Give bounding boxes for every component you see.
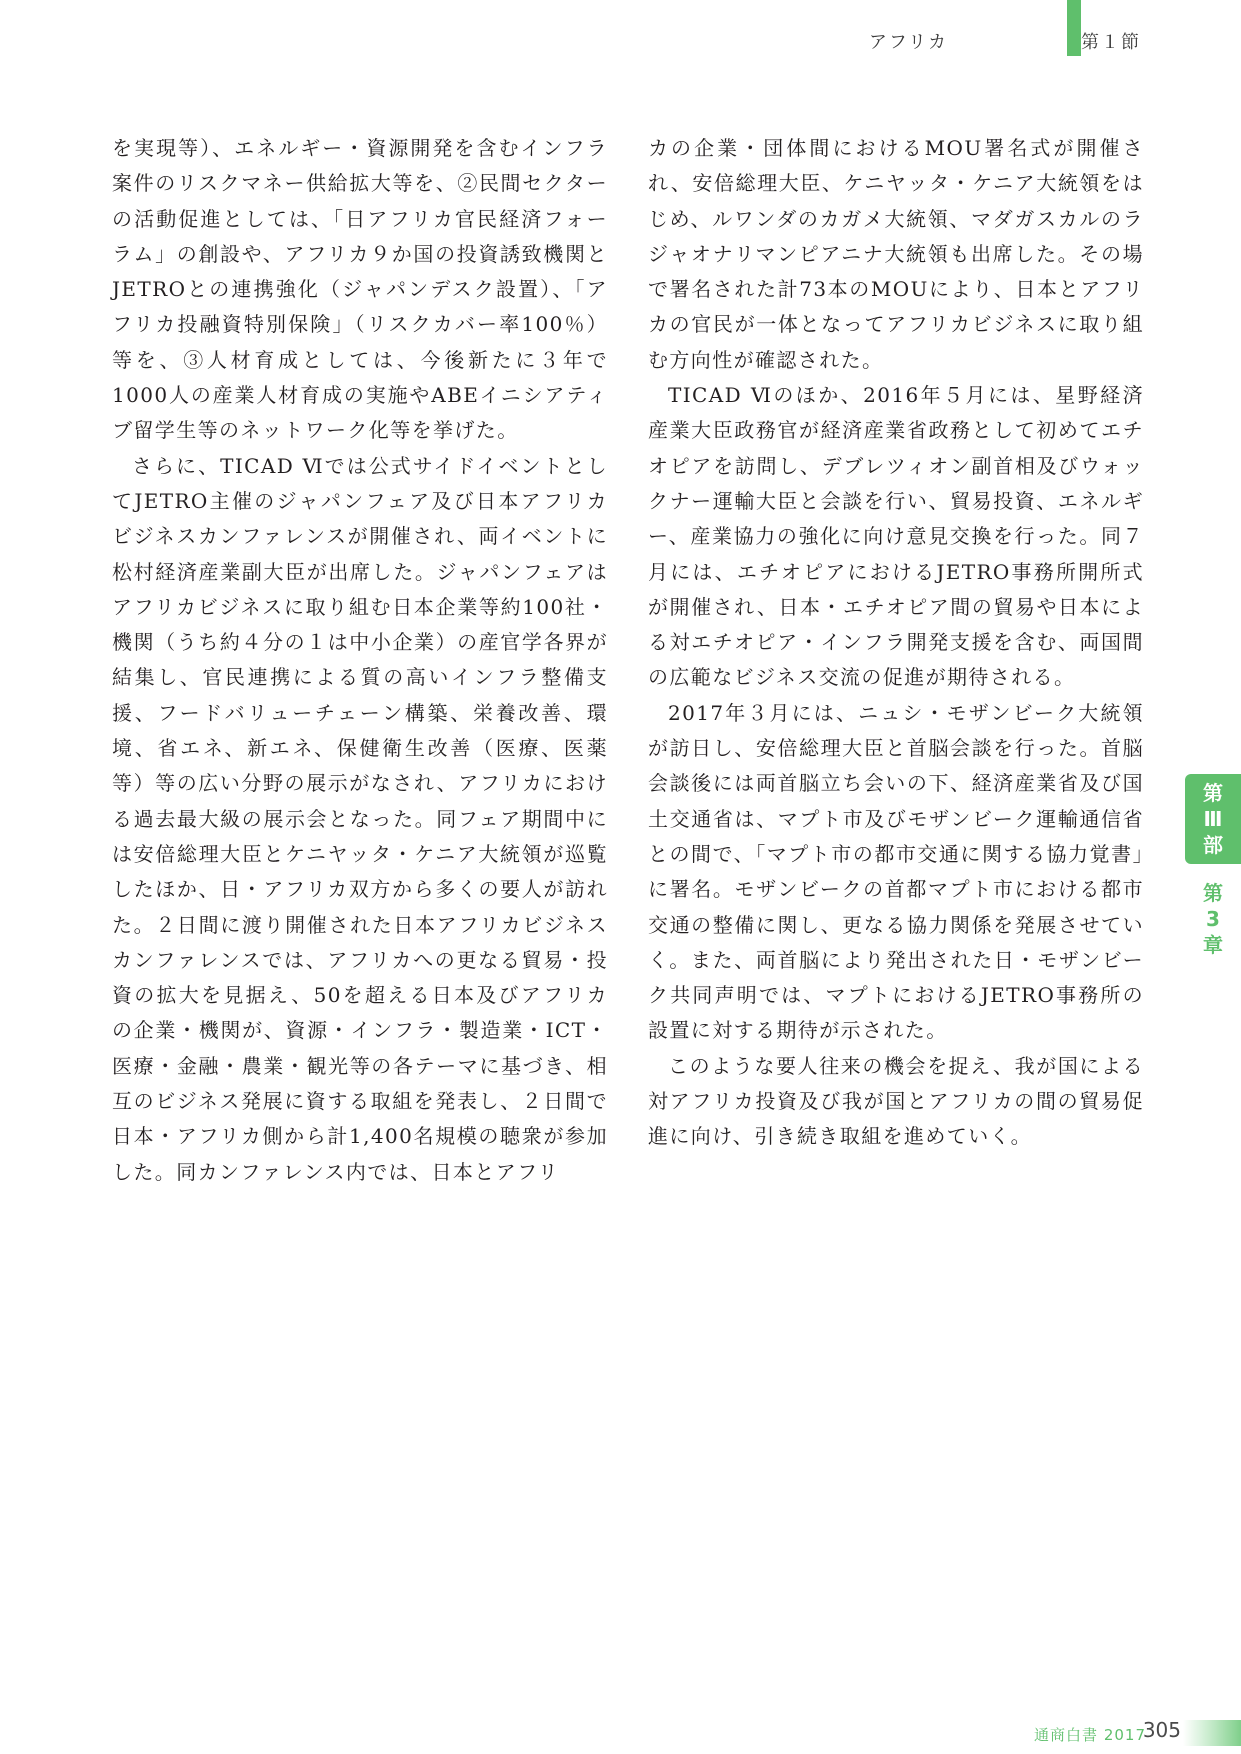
chapter-label-char: 章 bbox=[1203, 933, 1223, 957]
paragraph: カの企業・団体間におけるMOU署名式が開催され、安倍総理大臣、ケニヤッタ・ケニア大統領をはじめ、ルワンダのカガメ大統領、マダガスカルのラジャオナリマンピアニナ大統領も出席した。その場で署名された計73本のMOUにより、日本とアフリカの官民が一体となってアフリカビジネスに取り組む方向性が確認された。 bbox=[648, 136, 1144, 372]
part-tab-char: 第 bbox=[1203, 781, 1223, 805]
paragraph: 2017年３月には、ニュシ・モザンビーク大統領が訪日し、安倍総理大臣と首脳会談を行った。首脳会談後には両首脳立ち会いの下、経済産業省及び国土交通省は、マプト市及びモザンビーク運輸通信省との間で、「マプト市の都市交通に関する協力覚書」に署名。モザンビークの首都マプト市における都市交通の整備に関し、更なる協力関係を発展させていく。また、両首脳により発出された日・モザンビーク共同声明では、マプトにおけるJETRO事務所の設置に対する期待が示された。 bbox=[648, 700, 1144, 1043]
part-tab-char: Ⅲ bbox=[1203, 807, 1223, 831]
chapter-label-char: 3 bbox=[1206, 907, 1220, 931]
paragraph: を実現等）、エネルギー・資源開発を含むインフラ案件のリスクマネー供給拡大等を、②民間セクターの活動促進としては、「日アフリカ官民経済フォーラム」の創設や、アフリカ９か国の投資誘致機関とJETROとの連携強化（ジャパンデスク設置）、「アフリカ投融資特別保険」（リスクカバー率100％）等を、③人材育成としては、今後新たに３年で1000人の産業人材育成の実施やABEイニシアティブ留学生等のネットワーク化等を挙げた。 bbox=[112, 136, 608, 443]
chapter-label bbox=[1185, 880, 1241, 958]
publication-title: 通商白書 2017 bbox=[1034, 1726, 1146, 1744]
part-tab-char: 部 bbox=[1203, 833, 1223, 857]
paragraph: さらに、TICAD Ⅵでは公式サイドイベントとしてJETRO主催のジャパンフェア及び日本アフリカビジネスカンファレンスが開催され、両イベントに松村経済産業副大臣が出席した。ジャパンフェアはアフリカビジネスに取り組む日本企業等約100社・機関（うち約４分の１は中小企業）の産官学各界が結集し、官民連携による質の高いインフラ整備支援、フードバリューチェーン構築、栄養改善、環境、省エネ、新エネ、保健衛生改善（医療、医薬等）等の広い分野の展示がなされ、アフリカにおける過去最大級の展示会となった。同フェア期間中には安倍総理大臣とケニヤッタ・ケニア大統領が巡覧したほか、日・アフリカ双方から多くの要人が訪れた。２日間に渡り開催された日本アフリカビジネスカンファレンスでは、アフリカへの更なる貿易・投資の拡大を見据え、50を超える日本及びアフリカの企業・機関が、資源・インフラ・製造業・ICT・医療・金融・農業・観光等の各テーマに基づき、相互のビジネス発展に資する取組を発表し、２日間で日本・アフリカ側から計1,400名規模の聴衆が参加した。同カンファレンス内では、日本とアフリ bbox=[112, 453, 608, 1184]
header-section-label: 第１節 bbox=[1081, 32, 1141, 53]
left-column bbox=[112, 131, 608, 1190]
header-region-label: アフリカ bbox=[868, 32, 948, 53]
paragraph: このような要人往来の機会を捉え、我が国による対アフリカ投資及び我が国とアフリカの間の貿易促進に向け、引き続き取組を進めていく。 bbox=[648, 1053, 1144, 1149]
chapter-label-char: 第 bbox=[1203, 881, 1223, 905]
page-number: 305 bbox=[1142, 1718, 1181, 1742]
page-footer bbox=[0, 1716, 1241, 1752]
part-tab bbox=[1185, 774, 1241, 864]
header-accent-bar bbox=[1067, 0, 1081, 56]
footer-accent-bar bbox=[1183, 1720, 1241, 1746]
page-header bbox=[0, 0, 1241, 60]
paragraph: TICAD Ⅵのほか、2016年５月には、星野経済産業大臣政務官が経済産業省政務として初めてエチオピアを訪問し、デブレツィオン副首相及びウォックナー運輸大臣と会談を行い、貿易投資、エネルギー、産業協力の強化に向け意見交換を行った。同７月には、エチオピアにおけるJETRO事務所開所式が開催され、日本・エチオピア間の貿易や日本による対エチオピア・インフラ開発支援を含む、両国間の広範なビジネス交流の促進が期待される。 bbox=[648, 383, 1144, 690]
right-column bbox=[648, 131, 1144, 1155]
